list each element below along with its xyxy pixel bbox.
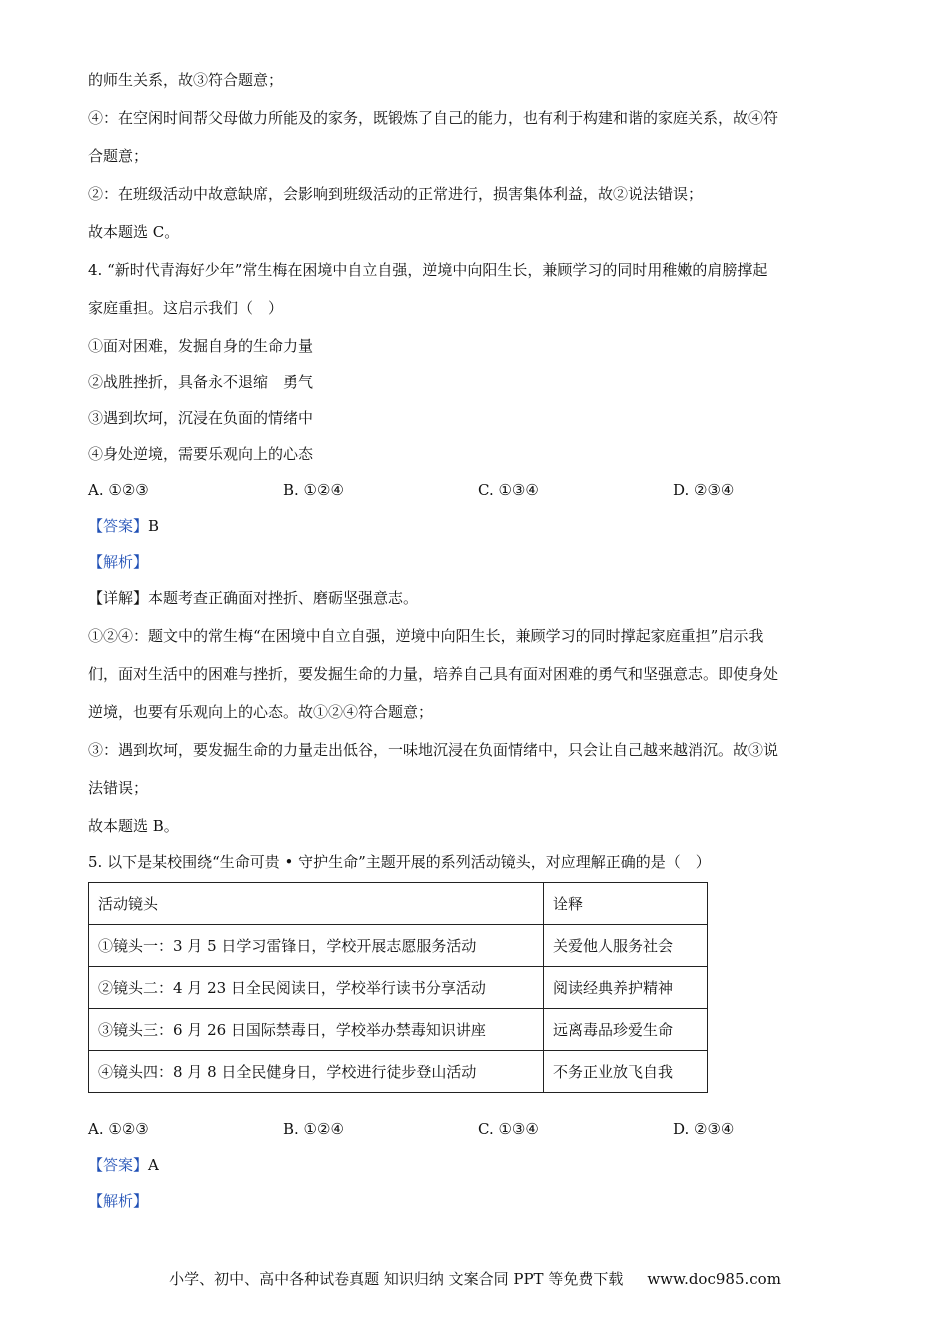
q4-detail: 逆境，也要有乐观向上的心态。故①②④符合题意； <box>88 703 434 721</box>
q3-tail-line: 的师生关系，故③符合题意； <box>88 71 284 89</box>
table-header-row <box>89 883 708 925</box>
analysis-tag: 【解析】 <box>88 553 149 571</box>
analysis-tag: 【解析】 <box>88 1192 149 1210</box>
q4-statement: ④身处逆境，需要乐观向上的心态 <box>88 445 314 463</box>
answer-value: A <box>148 1156 159 1174</box>
footer-text: 小学、初中、高中各种试卷真题 知识归纳 文案合同 PPT 等免费下载 <box>169 1270 624 1288</box>
q4-answer <box>88 516 868 536</box>
table-row <box>89 967 708 1009</box>
table-header-cell: 活动镜头 <box>89 883 544 925</box>
table-cell: ②镜头二：4 月 23 日全民阅读日，学校举行读书分享活动 <box>89 967 544 1009</box>
document-page <box>88 70 868 1211</box>
q5-stem: 5. 以下是某校围绕“生命可贵 • 守护生命”主题开展的系列活动镜头，对应理解正确的是（ ） <box>88 853 711 871</box>
table-cell: 远离毒品珍爱生命 <box>544 1009 708 1051</box>
q4-conclusion: 故本题选 B。 <box>88 817 179 835</box>
page-footer <box>0 1268 950 1289</box>
q3-conclusion: 故本题选 C。 <box>88 223 180 241</box>
q4-stem: 4. “新时代青海好少年”常生梅在困境中自立自强，逆境中向阳生长，兼顾学习的同时用稚嫩的肩膀撑起 <box>88 261 768 279</box>
answer-tag: 【答案】 <box>88 517 149 535</box>
q4-options <box>88 480 868 500</box>
answer-value: B <box>148 517 160 535</box>
table-cell: 不务正业放飞自我 <box>544 1051 708 1093</box>
q3-tail-line: ④：在空闲时间帮父母做力所能及的家务，既锻炼了自己的能力，也有利于构建和谐的家庭关系，故④符 <box>88 109 779 127</box>
q4-statement: ①面对困难，发掘自身的生命力量 <box>88 337 314 355</box>
q4-statement: ②战胜挫折，具备永不退缩 勇气 <box>88 373 314 391</box>
q4-option-d: D. ②③④ <box>673 481 735 499</box>
q4-option-b: B. ①②④ <box>283 481 344 499</box>
table-cell: ①镜头一：3 月 5 日学习雷锋日，学校开展志愿服务活动 <box>89 925 544 967</box>
table-row <box>89 925 708 967</box>
table-cell: 关爱他人服务社会 <box>544 925 708 967</box>
answer-tag: 【答案】 <box>88 1156 149 1174</box>
q4-stem: 家庭重担。这启示我们（ ） <box>88 299 284 317</box>
q4-detail: ①②④：题文中的常生梅“在困境中自立自强，逆境中向阳生长，兼顾学习的同时撑起家庭重担”启示我 <box>88 627 764 645</box>
q5-option-c: C. ①③④ <box>478 1120 539 1138</box>
q3-tail-line: ②：在班级活动中故意缺席，会影响到班级活动的正常进行，损害集体利益，故②说法错误； <box>88 185 704 203</box>
q4-detail: ③：遇到坎坷，要发掘生命的力量走出低谷，一味地沉浸在负面情绪中，只会让自己越来越消沉。故③说 <box>88 741 779 759</box>
q5-answer <box>88 1155 868 1175</box>
q4-statement: ③遇到坎坷，沉浸在负面的情绪中 <box>88 409 314 427</box>
q3-tail-line: 合题意； <box>88 147 149 165</box>
q4-option-a: A. ①②③ <box>88 481 149 499</box>
q4-option-c: C. ①③④ <box>478 481 539 499</box>
footer-site: www.doc985.com <box>647 1270 781 1288</box>
table-cell: ③镜头三：6 月 26 日国际禁毒日，学校举办禁毒知识讲座 <box>89 1009 544 1051</box>
q5-activity-table <box>88 882 708 1093</box>
q5-options <box>88 1119 868 1139</box>
q5-option-b: B. ①②④ <box>283 1120 344 1138</box>
table-cell: ④镜头四：8 月 8 日全民健身日，学校进行徒步登山活动 <box>89 1051 544 1093</box>
table-row <box>89 1051 708 1093</box>
q4-detail: 法错误； <box>88 779 149 797</box>
table-cell: 阅读经典养护精神 <box>544 967 708 1009</box>
q4-detail: 们，面对生活中的困难与挫折，要发掘生命的力量，培养自己具有面对困难的勇气和坚强意志。即使身处 <box>88 665 779 683</box>
q5-option-a: A. ①②③ <box>88 1120 149 1138</box>
table-row <box>89 1009 708 1051</box>
q4-detail: 【详解】本题考查正确面对挫折、磨砺坚强意志。 <box>88 589 419 607</box>
table-header-cell: 诠释 <box>544 883 708 925</box>
q5-option-d: D. ②③④ <box>673 1120 735 1138</box>
